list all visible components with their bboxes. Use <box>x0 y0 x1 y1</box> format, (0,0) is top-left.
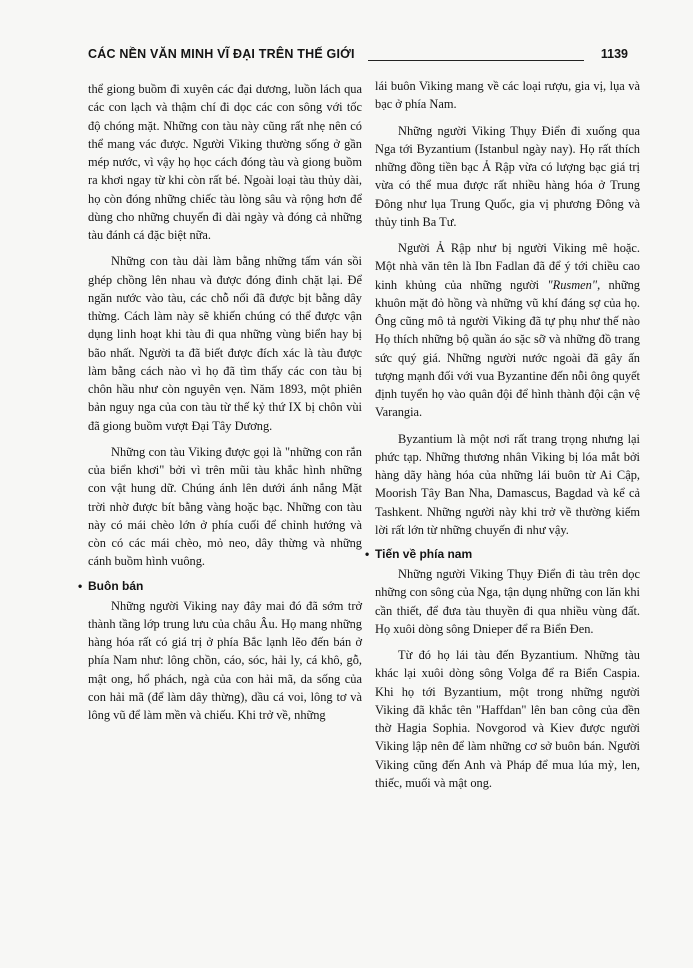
paragraph: thể giong buồm đi xuyên các đại dương, luồn lách qua các con lạch và thậm chí đi dọc các con sông với tốc độ chóng mặt. Những con tàu này cũng rất nhẹ nên có thể mang vác được. Người Viking thường sống ở gần mép nước, vì vậy họ học cách đóng tàu và giong buồm ra khơi ngay từ khi còn rất bé. Ngoài loại tàu thủy dài, họ còn đóng những chiếc tàu lòng sâu và rộng hơn để dùng cho những chuyến đi dài ngày và đóng cả những tàu đánh cá đặc biệt nữa. <box>88 82 362 242</box>
header-rule <box>368 60 584 61</box>
text-run: , những khuôn mặt đỏ hồng và những vũ khí đáng sợ của họ. Ông cũng mô tả người Viking đã tự phụ như thế nào Họ thích những bộ quần áo sặc sỡ và những đồ trang sức quý giá. Những người nước ngoài đã gây ấn tượng mạnh đối với vua Byzantine đến nỗi ông quyết định tuyển họ vào quân đội để hình thành đội cận vệ Varangia. <box>375 277 640 420</box>
italic-term: "Rusmen" <box>547 277 598 292</box>
paragraph: Những người Viking Thụy Điển đi xuống qua Nga tới Byzantium (Istanbul ngày nay). Họ rất thích những đồng tiền bạc Ả Rập vừa có lượng bạc giá trị vừa có thể mua được rất nhiều hàng hóa ở Trung Đông như lụa Trung Quốc, gia vị phương Đông và thủy tinh Ba Tư. <box>375 123 640 229</box>
bullet-icon: • <box>365 547 370 561</box>
right-column <box>365 77 640 792</box>
text-run: Người Ả Rập như bị người Viking mê hoặc. Một nhà văn tên là Ibn Fadlan đã để ý tới chiều cao kinh khủng của những người <box>375 241 640 292</box>
paragraph: Những người Viking nay đây mai đó đã sớm trở thành tầng lớp trung lưu của châu Âu. Họ mang những hàng hóa rất có giá trị ở phía Bắc lạnh lẽo đến bán ở phía Nam như: lông chồn, cáo, sóc, hải ly, cá khô, gỗ, mật ong, hổ phách, ngà của con hải mã, da sống của con hải mã (để làm dây thừng), dầu cá voi, lông tơ và lông vũ để làm mền và chiếu. Khi trở về, những <box>88 598 362 722</box>
section-heading-trade <box>78 577 362 595</box>
paragraph: Những con tàu Viking được gọi là "những con rắn của biển khơi" bởi vì trên mũi tàu khắc hình những con vật hung dữ. Chúng ánh lên dưới ánh nắng Mặt trời nhờ được bít bằng vàng hoặc bạc. Những con tàu này có mái chèo lớn ở phía cuối để chỉnh hướng và còn có các mái chèo, mỏ neo, dây thừng và những cánh buồm hình vuông. <box>88 444 362 569</box>
running-header <box>88 47 628 67</box>
book-title: CÁC NỀN VĂN MINH VĨ ĐẠI TRÊN THẾ GIỚI <box>88 47 355 61</box>
bullet-icon: • <box>78 578 83 593</box>
paragraph <box>375 239 640 422</box>
section-heading-label: Buôn bán <box>88 578 144 593</box>
page-number: 1139 <box>600 47 628 61</box>
paragraph: lái buôn Viking mang về các loại rượu, gia vị, lụa và bạc ở phía Nam. <box>375 79 640 112</box>
paragraph: Từ đó họ lái tàu đến Byzantium. Những tàu khác lại xuôi dòng sông Volga để ra Biển Caspia. Khi họ tới Byzantium, một trong những người Viking đã khắc tên "Haffdan" lên ban công của đền thờ Hagia Sophia. Novgorod và Kiev được người Viking lập nên để làm những cơ sở buôn bán. Người Viking cũng đến Anh và Pháp để mua lúa mỳ, len, thiếc, muối và mật ong. <box>375 648 640 790</box>
section-heading-label: Tiến về phía nam <box>375 547 473 561</box>
left-column <box>78 80 362 724</box>
section-heading-south <box>365 545 640 563</box>
paragraph: Những người Viking Thụy Điển đi tàu trên dọc những con sông của Nga, tận dụng những con lăn khi cần thiết, để đưa tàu thuyền đi qua nhiều vùng đất. Họ xuôi dòng sông Dnieper để ra Biển Đen. <box>375 567 640 636</box>
paragraph: Byzantium là một nơi rất trang trọng nhưng lại phức tạp. Những thương nhân Viking bị lóa mắt bởi hàng dãy hàng hóa của những lái buôn từ Ai Cập, Moorish Tây Ban Nha, Damascus, Bagdad và kể cả Tashkent. Những người này khi trở về thường kiếm lời rất lớn từ những chuyến đi như vậy. <box>375 431 640 537</box>
paragraph: Những con tàu dài làm bằng những tấm ván sồi ghép chồng lên nhau và được đóng đinh chặt lại. Để ngăn nước vào tàu, các chỗ nối đã được bịt bằng dây thừng. Cách làm này sẽ khiến chúng có thể được vận dụng linh hoạt khi tàu đi qua những vùng biển hay bị bão nhất. Người ta đã biết được đích xác là tàu được làm bằng cách nào vì họ đã tìm thấy các con tàu bị chôn hầu như còn nguyên vẹn. Năm 1893, một phiên bản nguy nga của con tàu từ thế kỷ thứ IX bị chôn vùi đã giong buồm vượt Đại Tây Dương. <box>88 254 362 433</box>
